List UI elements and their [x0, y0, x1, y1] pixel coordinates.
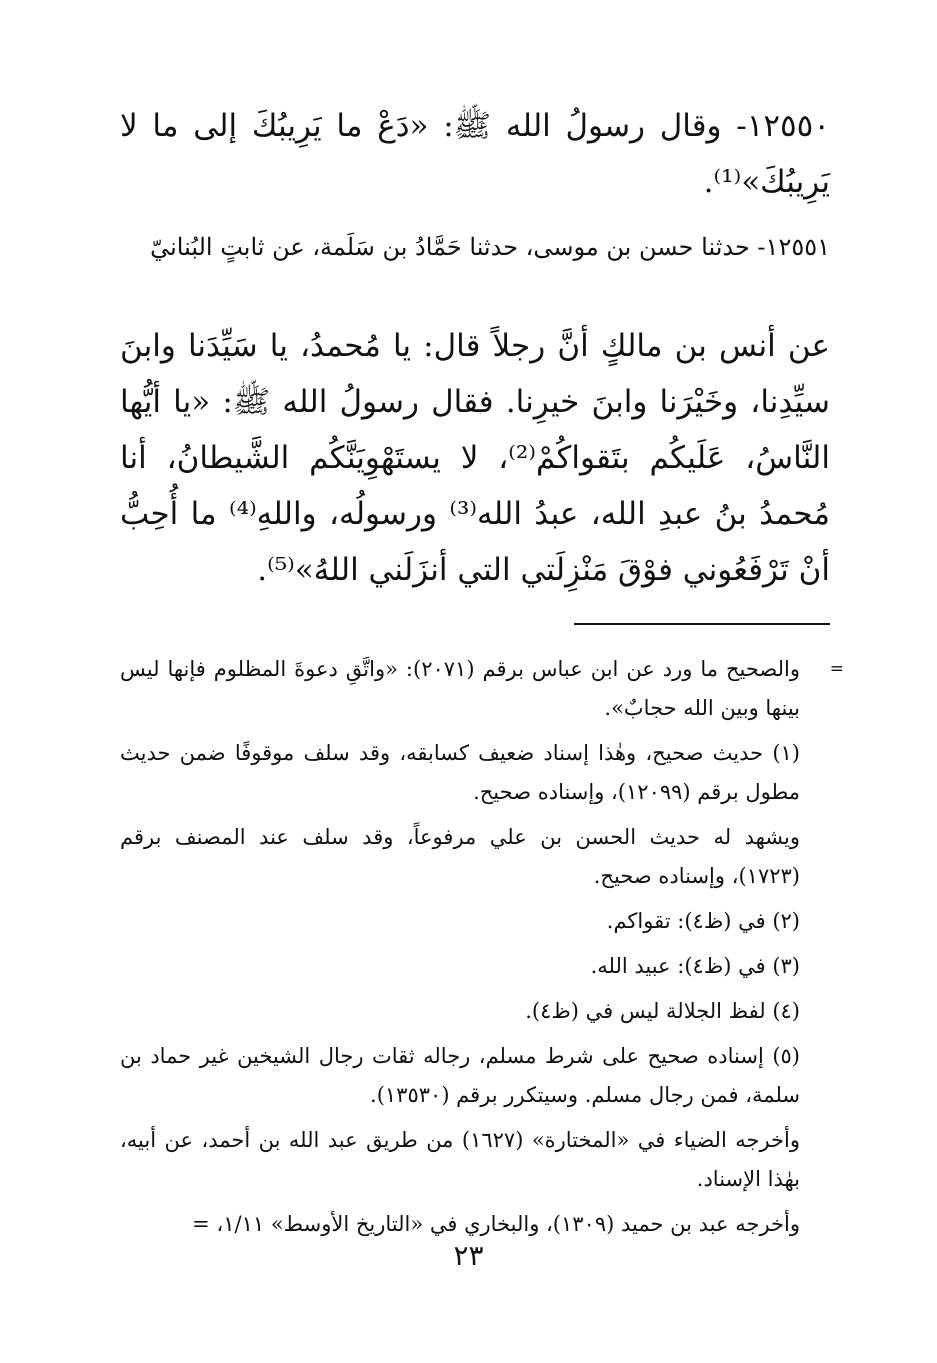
footnote-1-continued: ويشهد له حديث الحسن بن علي مرفوعاً، وقد سلف عند المصنف برقم (١٧٢٣)، وإسناده صحيح. — [120, 825, 800, 888]
continuation-mark: = — [829, 659, 844, 679]
hadith-12550: ١٢٥٥٠- وقال رسولُ الله ﷺ: «دَعْ ما يَرِيبُكَ إلى ما لا يَرِيبُكَ»⁽¹⁾. — [120, 108, 830, 200]
hadith-12551-text: عن أنس بن مالكٍ أنَّ رجلاً قال: يا مُحمدُ، يا سَيِّدَنا وابنَ سيِّدِنا، وخَيْرَنا وابنَ خيرِنا. فقال رسولُ الله ﷺ: «يا أيُّها النَّاسُ، عَلَيكُم بتَقواكُمْ⁽²⁾، لا يستَهْوِيَنَّكُم الشَّيطانُ، أنا مُحمدُ بنُ عبدِ الله، عبدُ الله⁽³⁾ ورسولُه، واللهِ⁽⁴⁾ ما أُحِبُّ أنْ تَرْفَعُوني فوْقَ مَنْزِلَتي التي أنزَلَني اللهُ»⁽⁵⁾. — [120, 328, 830, 588]
footnote-5: (٥) إسناده صحيح على شرط مسلم، رجاله ثقات رجال الشيخين غير حماد بن سلمة، فمن رجال مسلم. وسيتكرر برقم (١٣٥٣٠). — [120, 1044, 800, 1107]
footnote-continued — [120, 650, 844, 728]
footnote-1: (١) حديث صحيح، وهٰذا إسناد ضعيف كسابقه، وقد سلف موقوفًا ضمن حديث مطول برقم (١٢٠٩٩)، وإسناده صحيح. — [120, 741, 800, 804]
footnote-4: (٤) لفظ الجلالة ليس في (ظ٤). — [525, 999, 800, 1023]
footnotes — [120, 650, 844, 1250]
footnote-5-continued: وأخرجه الضياء في «المختارة» (١٦٢٧) من طريق عبد الله بن أحمد، عن أبيه، بهٰذا الإسناد. — [120, 1128, 801, 1191]
footnote-divider — [574, 623, 830, 625]
page-number: ٢٣ — [453, 1239, 484, 1272]
footnote-5-continued-2: وأخرجه عبد بن حميد (١٣٠٩)، والبخاري في «التاريخ الأوسط» ١/١١، = — [192, 1212, 800, 1236]
isnad-12551: ١٢٥٥١- حدثنا حسن بن موسى، حدثنا حَمَّادُ بن سَلَمة، عن ثابتٍ البُنانيّ — [150, 233, 830, 261]
footnote-3: (٣) في (ظ٤): عبيد الله. — [590, 954, 800, 978]
footnote-prev-text: والصحيح ما ورد عن ابن عباس برقم (٢٠٧١): «واتَّقِ دعوةَ المظلوم فإنها ليس بينها وبين الله حجابٌ». — [120, 657, 800, 720]
footnote-2: (٢) في (ظ٤): تقواكم. — [606, 909, 800, 933]
